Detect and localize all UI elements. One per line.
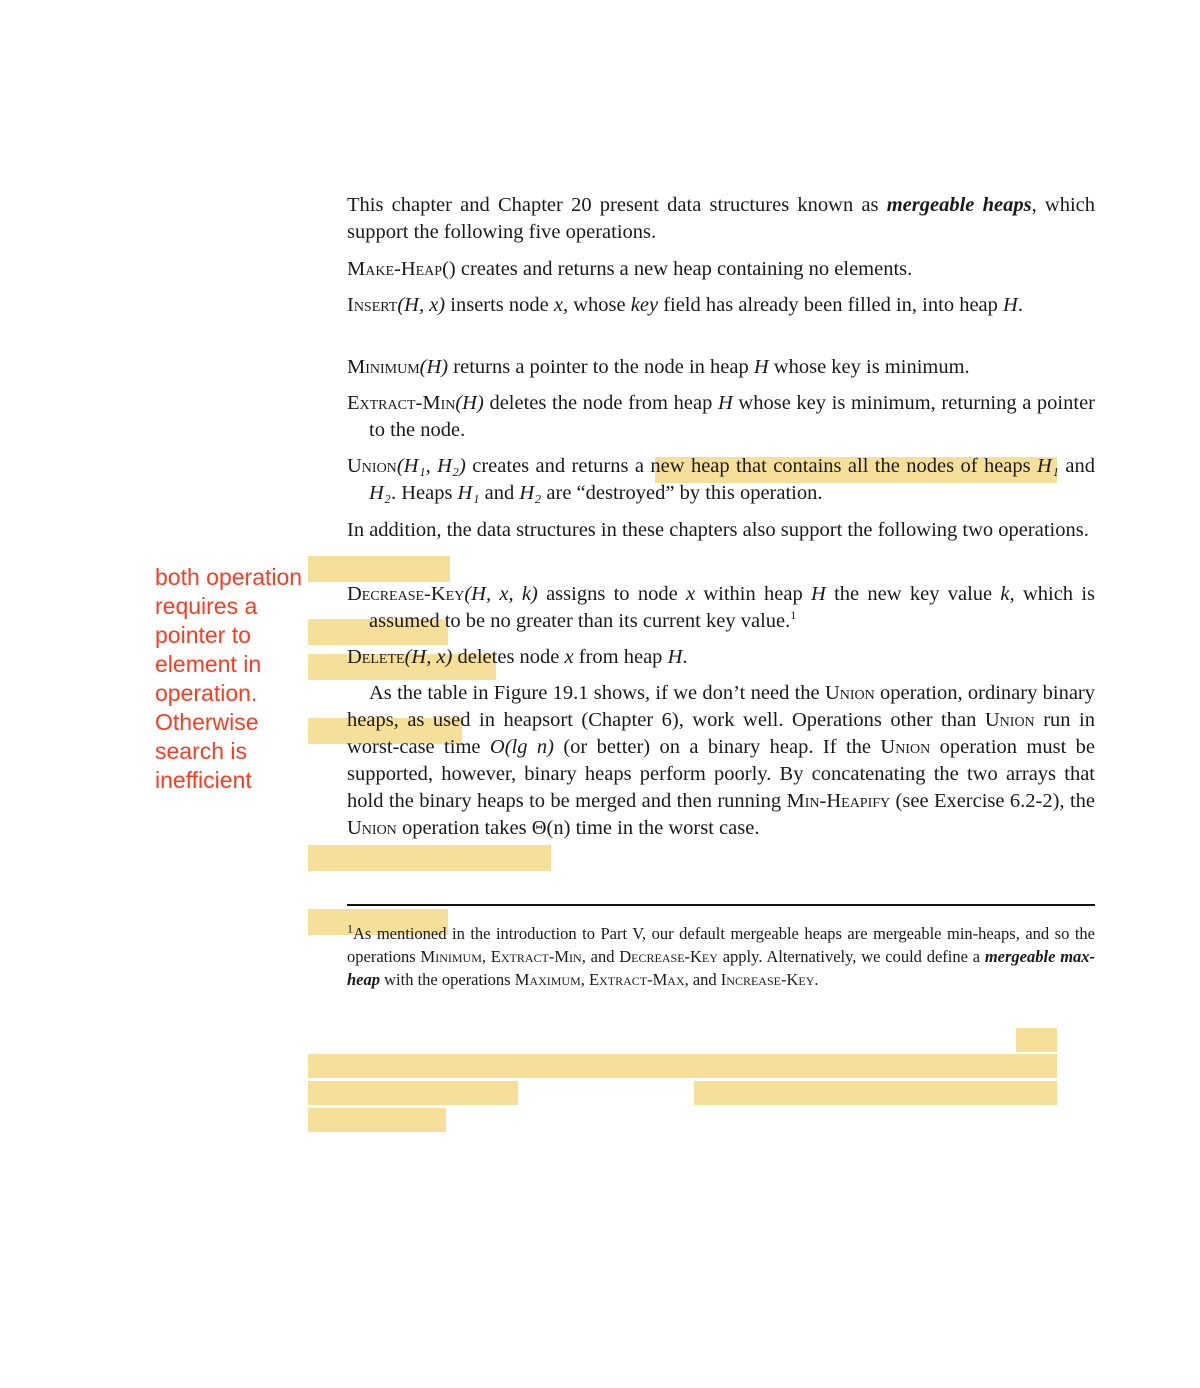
- op-minimum: Minimum(H) returns a pointer to the node in heap H whose key is minimum.: [347, 356, 970, 378]
- term-mergeable-heaps: mergeable heaps: [886, 194, 1032, 216]
- intro-paragraph: This chapter and Chapter 20 present data structures known as mergeable heaps, which support the following five operations.: [347, 194, 1095, 243]
- annotation-line: requires a: [155, 593, 258, 619]
- footnote: $^1$As mentioned in the introduction to Part V, our default mergeable heaps are mergeable min-heaps, and so the operations Minimum, Extract-Min, and Decrease-Key apply. Alternatively, we could define a mergeable max-heap with the operations Maximum, Extract-Max, and Increase-Key.: [347, 921, 1096, 989]
- annotation-line: operation.: [155, 680, 258, 706]
- op-decrease-key: Decrease-Key(H, x, k) assigns to node x within heap H the new key value k, which is assumed to be no greater than its current key value.$^1$: [347, 583, 1095, 632]
- op-extract-min: Extract-Min(H) deletes the node from heap H whose key is minimum, returning a pointer to the node.: [347, 392, 1095, 441]
- addition-paragraph: In addition, the data structures in these chapters also support the following two operations.: [347, 519, 1089, 541]
- annotation-line: search is: [155, 738, 248, 764]
- annotation-line: element in: [155, 651, 262, 677]
- highlight-worst-case: [308, 845, 551, 871]
- op-insert: Insert(H, x) inserts node x, whose key field has already been filled in, into heap H.: [347, 294, 1023, 316]
- term-mergeable-max-heap: mergeable max-heap: [347, 947, 1096, 989]
- annotation-line: both operation: [155, 564, 303, 590]
- highlight-block-c: [308, 1081, 518, 1105]
- highlight-block-e: [308, 1108, 446, 1132]
- highlight-block-a: [1016, 1028, 1057, 1052]
- highlight-block-d: [694, 1081, 1057, 1105]
- op-delete: Delete(H, x) deletes node x from heap H.: [347, 646, 688, 668]
- highlight-block-b: [308, 1054, 1057, 1078]
- annotation-line: inefficient: [155, 767, 252, 793]
- closing-paragraph: As the table in Figure 19.1 shows, if we don’t need the Union operation, ordinary binary heaps, as used in heapsort (Chapter 6), work well. Operations other than Union run in worst-case time O(lg n) (or better) on a binary heap. If the Union operation must be supported, however, binary heaps perform poorly. By concatenating the two arrays that hold the binary heaps to be merged and then running Min-Heapify (see Exercise 6.2-2), the Union operation takes Θ(n) time in the worst case.: [347, 682, 1096, 839]
- annotation-line: pointer to: [155, 622, 251, 648]
- footnote-marker[interactable]: 1: [790, 608, 797, 623]
- footnote-number: 1: [347, 921, 353, 936]
- footnote-rule: [347, 904, 1095, 906]
- margin-annotation: [155, 563, 320, 795]
- annotation-line: Otherwise: [155, 709, 259, 735]
- highlight-operations: [308, 556, 450, 582]
- op-union: Union(H₁, H₂) creates and returns a new heap that contains all the nodes of heaps H₁ and H₂. Heaps H₁ and H₂ are “destroyed” by this operation.: [347, 455, 1095, 504]
- op-make-heap: Make-Heap() creates and returns a new heap containing no elements.: [347, 258, 913, 280]
